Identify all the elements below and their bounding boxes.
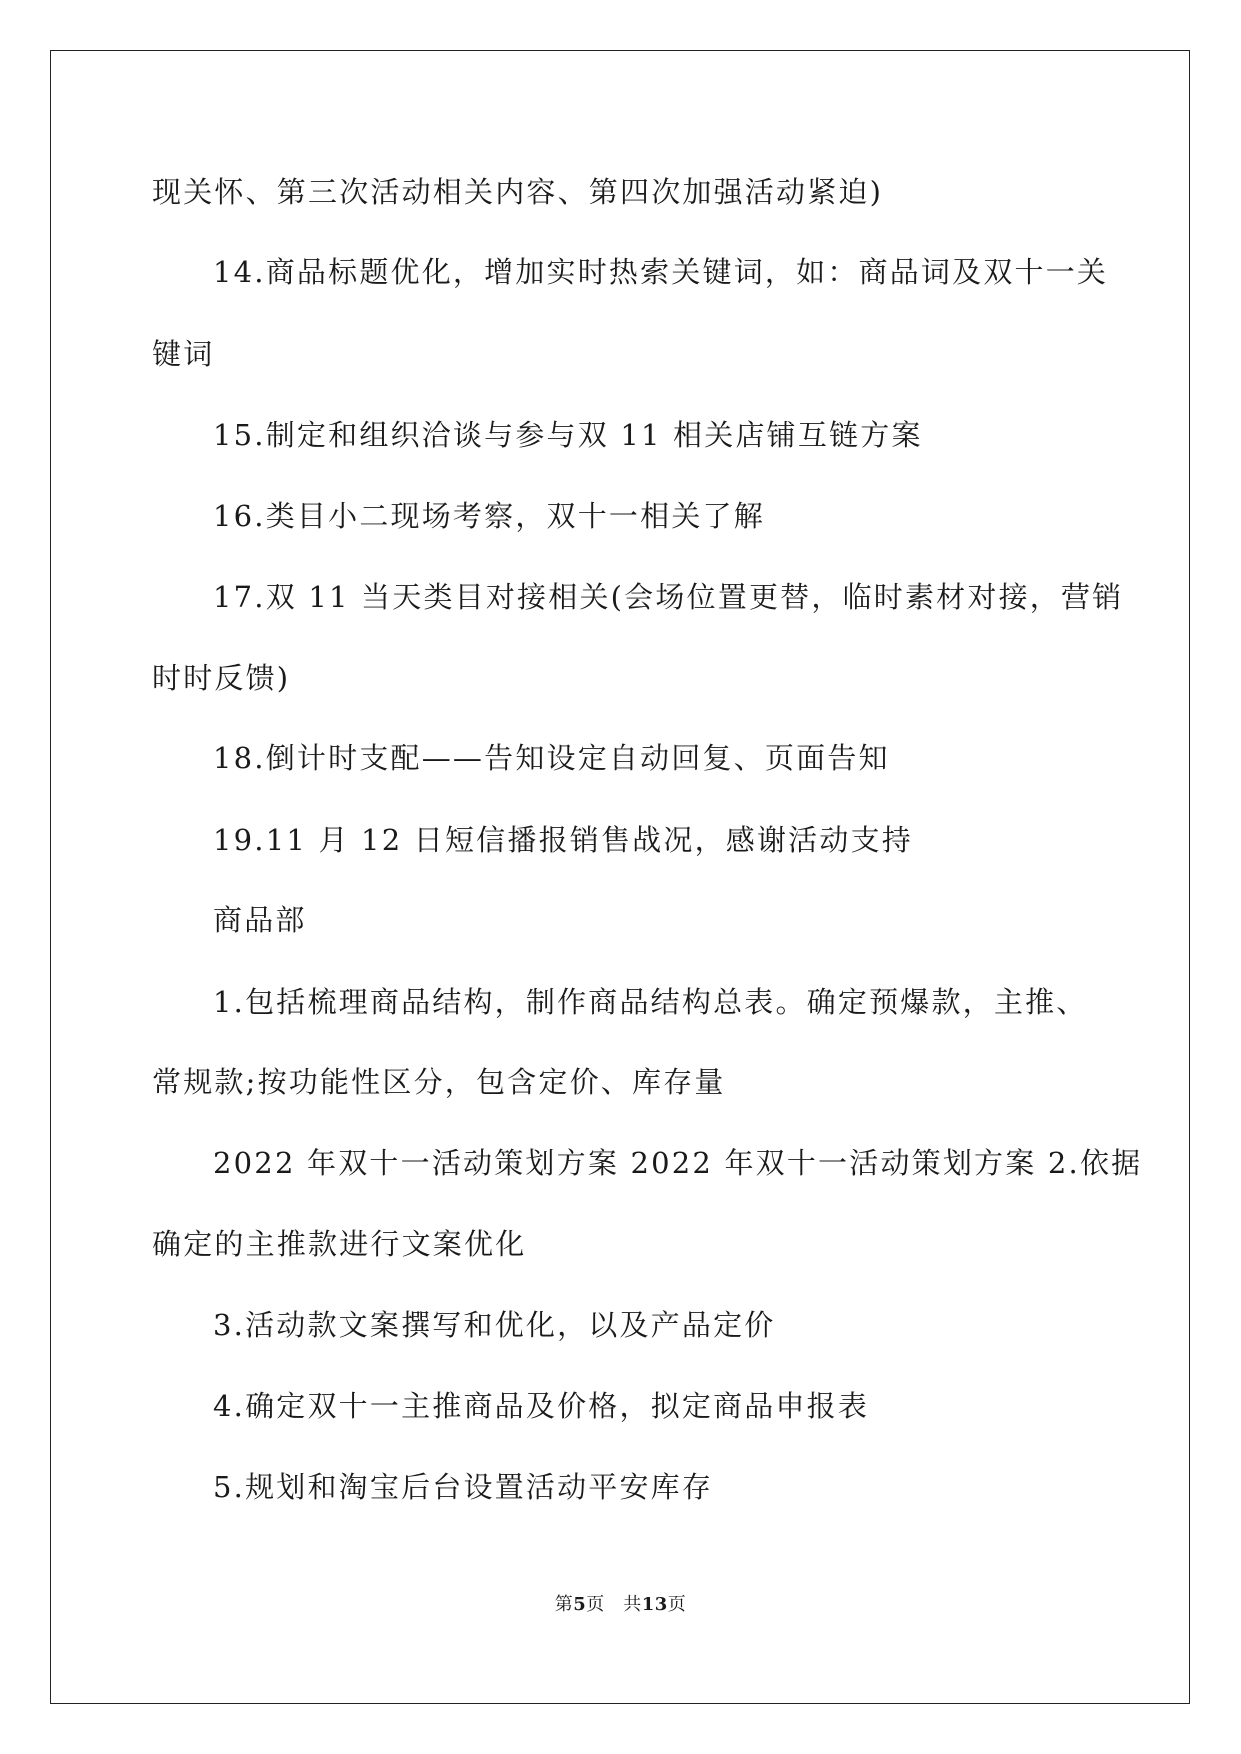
paragraph-line: 15.制定和组织洽谈与参与双 11 相关店铺互链方案 xyxy=(213,418,923,452)
footer-suffix: 页 xyxy=(667,1594,687,1615)
paragraph-line: 18.倒计时支配——告知设定自动回复、页面告知 xyxy=(213,741,890,775)
page-footer xyxy=(0,1593,1241,1617)
paragraph-line: 1.包括梳理商品结构，制作商品结构总表。确定预爆款，主推、 xyxy=(213,985,1088,1019)
paragraph-line: 常规款;按功能性区分，包含定价、库存量 xyxy=(152,1065,726,1099)
paragraph-line: 5.规划和淘宝后台设置活动平安库存 xyxy=(213,1470,714,1504)
section-heading: 商品部 xyxy=(213,903,307,937)
paragraph-line: 现关怀、第三次活动相关内容、第四次加强活动紧迫) xyxy=(152,175,884,209)
paragraph-line: 4.确定双十一主推商品及价格，拟定商品申报表 xyxy=(213,1389,870,1423)
paragraph-line: 16.类目小二现场考察，双十一相关了解 xyxy=(213,499,765,533)
current-page-number: 5 xyxy=(573,1594,587,1615)
footer-prefix: 第 xyxy=(554,1594,574,1615)
footer-middle: 页 共 xyxy=(586,1594,642,1615)
paragraph-line: 14.商品标题优化，增加实时热索关键词，如：商品词及双十一关 xyxy=(213,255,1109,289)
paragraph-line: 时时反馈) xyxy=(152,661,291,695)
paragraph-line: 3.活动款文案撰写和优化，以及产品定价 xyxy=(213,1308,776,1342)
paragraph-line: 确定的主推款进行文案优化 xyxy=(152,1227,527,1261)
paragraph-line: 19.11 月 12 日短信播报销售战况，感谢活动支持 xyxy=(213,823,913,857)
total-pages-number: 13 xyxy=(641,1594,668,1615)
paragraph-line: 17.双 11 当天类目对接相关(会场位置更替，临时素材对接，营销 xyxy=(213,580,1124,614)
page-border xyxy=(50,50,1190,1704)
paragraph-line: 键词 xyxy=(152,337,215,371)
paragraph-line: 2022 年双十一活动策划方案 2022 年双十一活动策划方案 2.依据 xyxy=(213,1146,1143,1180)
